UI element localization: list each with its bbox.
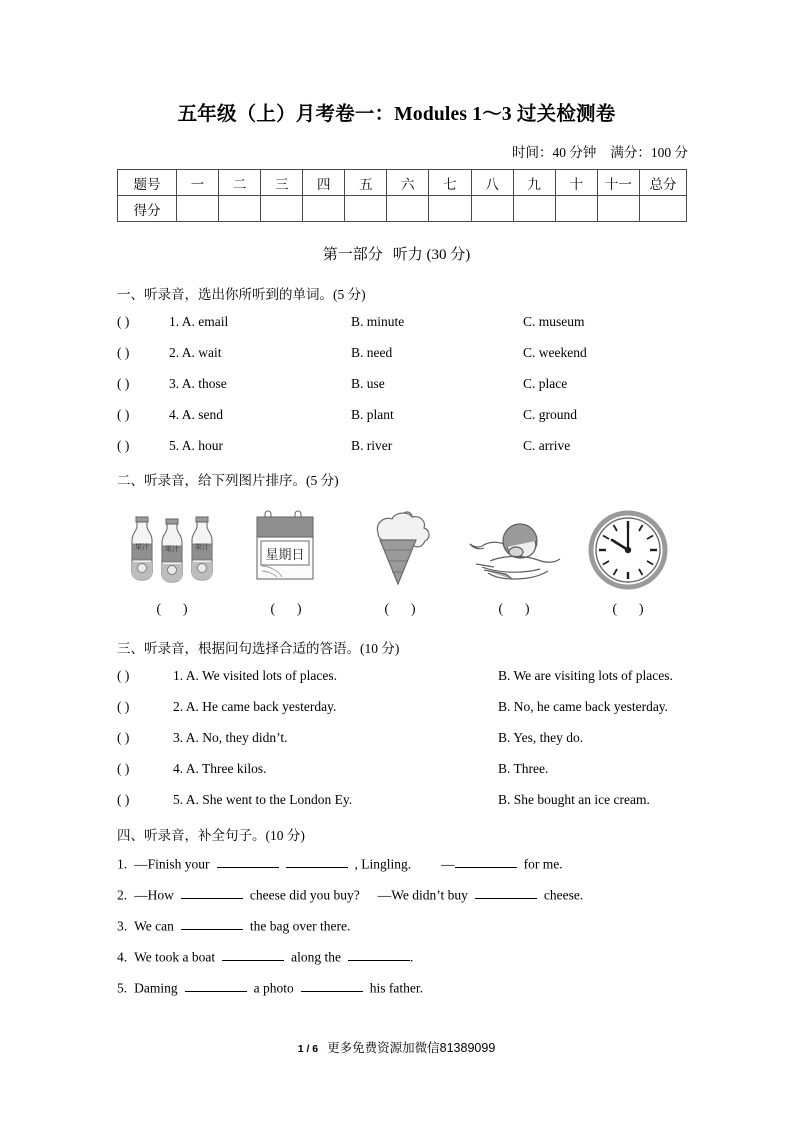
question-row-3-1 bbox=[117, 668, 697, 684]
answer-bracket[interactable]: ( ) bbox=[117, 699, 130, 714]
table-row-question-numbers bbox=[118, 170, 687, 196]
section-heading-3: 三、听录音，根据问句选择合适的答语。(10 分) bbox=[117, 641, 400, 656]
score-cell-9[interactable] bbox=[513, 196, 555, 222]
score-col-header-1: 一 bbox=[177, 170, 219, 196]
row-label-score: 得分 bbox=[118, 196, 177, 222]
fill-text-b: , Lingling. bbox=[354, 856, 412, 872]
item-number: 5. bbox=[117, 980, 128, 996]
answer-blank[interactable] bbox=[286, 855, 348, 868]
juice-label-3: 果汁 bbox=[195, 544, 209, 551]
score-col-header-3: 三 bbox=[261, 170, 303, 196]
item-number: 1. bbox=[117, 856, 128, 872]
answer-blank[interactable] bbox=[181, 917, 243, 930]
bracket-open: ( bbox=[612, 601, 617, 616]
option-a[interactable]: A. wait bbox=[181, 345, 222, 360]
bracket-open: ( bbox=[156, 601, 161, 616]
option-c[interactable]: C. arrive bbox=[523, 438, 571, 453]
exam-full-score: 满分：100 分 bbox=[610, 145, 688, 160]
question-row-3-3 bbox=[117, 730, 697, 746]
option-b[interactable]: B. Yes, they do. bbox=[498, 730, 584, 745]
fill-text-c: —We didn’t buy bbox=[377, 887, 468, 903]
question-number: 2. bbox=[173, 699, 184, 714]
fill-text-a: We took a boat bbox=[134, 949, 216, 965]
part-heading bbox=[0, 243, 793, 264]
fill-text-b: the bag over there. bbox=[249, 918, 351, 934]
bracket-open: ( bbox=[270, 601, 275, 616]
option-b[interactable]: B. plant bbox=[351, 407, 394, 422]
question-row-3-2 bbox=[117, 699, 697, 715]
part-label: 第一部分 bbox=[322, 247, 383, 263]
picture-answer-bracket-row bbox=[117, 601, 693, 621]
answer-blank[interactable] bbox=[301, 979, 363, 992]
option-a[interactable]: A. hour bbox=[181, 438, 224, 453]
section-heading-2: 二、听录音，给下列图片排序。(5 分) bbox=[117, 473, 339, 488]
question-row-1-3 bbox=[117, 376, 697, 392]
juice-bottles-icon bbox=[121, 509, 223, 591]
option-c[interactable]: C. weekend bbox=[523, 345, 587, 360]
fill-text-d: cheese. bbox=[543, 887, 584, 903]
option-b[interactable]: B. river bbox=[351, 438, 393, 453]
fill-text-a: We can bbox=[134, 918, 174, 934]
score-col-header-5: 五 bbox=[345, 170, 387, 196]
question-row-1-5 bbox=[117, 438, 697, 454]
question-row-1-2 bbox=[117, 345, 697, 361]
score-cell-4[interactable] bbox=[303, 196, 345, 222]
score-col-header-8: 八 bbox=[471, 170, 513, 196]
calendar-icon bbox=[247, 509, 325, 591]
score-col-header-4: 四 bbox=[303, 170, 345, 196]
question-row-3-4 bbox=[117, 761, 697, 777]
bracket-open: ( bbox=[498, 601, 503, 616]
question-number: 3. bbox=[173, 730, 184, 745]
score-col-header-total: 总分 bbox=[640, 170, 687, 196]
score-col-header-2: 二 bbox=[219, 170, 261, 196]
picture-5[interactable] bbox=[573, 503, 683, 591]
table-row-scores bbox=[118, 196, 687, 222]
answer-blank[interactable] bbox=[217, 855, 279, 868]
answer-bracket[interactable]: ( ) bbox=[117, 792, 130, 807]
answer-blank[interactable] bbox=[475, 886, 537, 899]
option-b[interactable]: B. Three. bbox=[498, 761, 549, 776]
item-number: 3. bbox=[117, 918, 128, 934]
fill-text-c: . bbox=[410, 949, 414, 965]
score-col-header-10: 十 bbox=[555, 170, 597, 196]
option-a[interactable]: A. He came back yesterday. bbox=[185, 699, 337, 714]
page-footer bbox=[0, 1038, 793, 1056]
score-cell-11[interactable] bbox=[597, 196, 639, 222]
picture-4[interactable] bbox=[459, 503, 569, 591]
picture-1[interactable] bbox=[117, 503, 227, 591]
score-col-header-11: 十一 bbox=[597, 170, 639, 196]
exam-duration: 时间：40 分钟 bbox=[512, 145, 597, 160]
item-number: 4. bbox=[117, 949, 128, 965]
option-a[interactable]: A. Three kilos. bbox=[185, 761, 267, 776]
bracket-close: ) bbox=[297, 601, 302, 616]
option-a[interactable]: A. We visited lots of places. bbox=[185, 668, 338, 683]
juice-label-1: 果汁 bbox=[135, 544, 149, 551]
part-points: (30 分) bbox=[426, 247, 471, 263]
score-cell-10[interactable] bbox=[555, 196, 597, 222]
question-number: 4. bbox=[173, 761, 184, 776]
bracket-close: ) bbox=[411, 601, 416, 616]
answer-blank[interactable] bbox=[348, 948, 410, 961]
row-label-question-number: 题号 bbox=[118, 170, 177, 196]
fill-row-5 bbox=[117, 979, 717, 996]
answer-blank[interactable] bbox=[222, 948, 284, 961]
section-heading-1: 一、听录音，选出你所听到的单词。(5 分) bbox=[117, 287, 366, 302]
picture-answer-1[interactable] bbox=[117, 601, 227, 617]
option-b[interactable]: B. minute bbox=[351, 314, 405, 329]
answer-blank[interactable] bbox=[185, 979, 247, 992]
item-number: 2. bbox=[117, 887, 128, 903]
answer-bracket[interactable]: ( ) bbox=[117, 407, 130, 422]
score-col-header-9: 九 bbox=[513, 170, 555, 196]
fill-text-c: his father. bbox=[369, 980, 423, 996]
option-b[interactable]: B. She bought an ice cream. bbox=[498, 792, 650, 807]
picture-answer-3[interactable] bbox=[345, 601, 455, 617]
picture-answer-4[interactable] bbox=[459, 601, 569, 617]
question-number: 4. bbox=[169, 407, 180, 422]
option-c[interactable]: C. museum bbox=[523, 314, 585, 329]
answer-bracket[interactable]: ( ) bbox=[117, 345, 130, 360]
fill-text-b: cheese did you buy? bbox=[249, 887, 360, 903]
fill-row-3 bbox=[117, 917, 717, 934]
fill-text-c: — bbox=[441, 856, 455, 872]
answer-bracket[interactable]: ( ) bbox=[117, 668, 130, 683]
score-cell-3[interactable] bbox=[261, 196, 303, 222]
bracket-close: ) bbox=[183, 601, 188, 616]
score-cell-8[interactable] bbox=[471, 196, 513, 222]
score-cell-5[interactable] bbox=[345, 196, 387, 222]
question-number: 1. bbox=[169, 314, 180, 329]
score-cell-6[interactable] bbox=[387, 196, 429, 222]
fill-row-1 bbox=[117, 855, 717, 872]
option-b[interactable]: B. use bbox=[351, 376, 385, 391]
bracket-close: ) bbox=[639, 601, 644, 616]
picture-3[interactable] bbox=[345, 503, 455, 591]
option-a[interactable]: A. email bbox=[181, 314, 229, 329]
picture-2[interactable] bbox=[231, 503, 341, 591]
picture-answer-5[interactable] bbox=[573, 601, 683, 617]
question-number: 5. bbox=[173, 792, 184, 807]
question-row-1-4 bbox=[117, 407, 697, 423]
answer-bracket[interactable]: ( ) bbox=[117, 376, 130, 391]
score-col-header-6: 六 bbox=[387, 170, 429, 196]
question-number: 5. bbox=[169, 438, 180, 453]
answer-bracket[interactable]: ( ) bbox=[117, 730, 130, 745]
footer-note: 更多免费资源加微信81389099 bbox=[327, 1041, 496, 1055]
option-a[interactable]: A. No, they didn’t. bbox=[185, 730, 288, 745]
score-cell-1[interactable] bbox=[177, 196, 219, 222]
answer-bracket[interactable]: ( ) bbox=[117, 438, 130, 453]
option-c[interactable]: C. ground bbox=[523, 407, 577, 422]
answer-blank[interactable] bbox=[455, 855, 517, 868]
score-table-container bbox=[117, 169, 687, 222]
option-b[interactable]: B. We are visiting lots of places. bbox=[498, 668, 673, 683]
fill-text-d: for me. bbox=[523, 856, 563, 872]
option-b[interactable]: B. No, he came back yesterday. bbox=[498, 699, 669, 714]
fill-text-b: along the bbox=[291, 949, 342, 965]
option-a[interactable]: A. She went to the London Ey. bbox=[185, 792, 353, 807]
question-number: 2. bbox=[169, 345, 180, 360]
section-heading-4: 四、听录音，补全句子。(10 分) bbox=[117, 828, 305, 843]
option-a[interactable]: A. those bbox=[181, 376, 227, 391]
score-cell-7[interactable] bbox=[429, 196, 471, 222]
bracket-close: ) bbox=[525, 601, 530, 616]
bracket-open: ( bbox=[384, 601, 389, 616]
option-a[interactable]: A. send bbox=[181, 407, 224, 422]
calendar-weekday-label: 星期日 bbox=[265, 547, 305, 562]
question-row-1-1 bbox=[117, 314, 697, 330]
score-cell-total[interactable] bbox=[640, 196, 687, 222]
picture-order-row bbox=[117, 503, 693, 591]
part-name: 听力 bbox=[392, 247, 423, 263]
fill-text-a: —How bbox=[134, 887, 174, 903]
fill-row-4 bbox=[117, 948, 717, 965]
page-title: 五年级（上）月考卷一：Modules 1～3 过关检测卷 bbox=[177, 104, 616, 125]
swimmer-icon bbox=[460, 515, 568, 591]
question-number: 1. bbox=[173, 668, 184, 683]
ice-cream-cone-icon bbox=[360, 507, 440, 591]
option-c[interactable]: C. place bbox=[523, 376, 568, 391]
answer-blank[interactable] bbox=[181, 886, 243, 899]
picture-answer-2[interactable] bbox=[231, 601, 341, 617]
fill-text-b: a photo bbox=[253, 980, 294, 996]
wall-clock-icon bbox=[587, 509, 669, 591]
option-b[interactable]: B. need bbox=[351, 345, 393, 360]
page-number: 1 / 6 bbox=[297, 1043, 319, 1055]
fill-text-a: —Finish your bbox=[134, 856, 210, 872]
score-table bbox=[117, 169, 687, 222]
answer-bracket[interactable]: ( ) bbox=[117, 761, 130, 776]
score-cell-2[interactable] bbox=[219, 196, 261, 222]
question-row-3-5 bbox=[117, 792, 697, 808]
fill-row-2 bbox=[117, 886, 717, 903]
fill-text-a: Daming bbox=[134, 980, 178, 996]
score-col-header-7: 七 bbox=[429, 170, 471, 196]
answer-bracket[interactable]: ( ) bbox=[117, 314, 130, 329]
juice-label-2: 果汁 bbox=[165, 546, 179, 553]
exam-meta bbox=[512, 141, 688, 161]
question-number: 3. bbox=[169, 376, 180, 391]
